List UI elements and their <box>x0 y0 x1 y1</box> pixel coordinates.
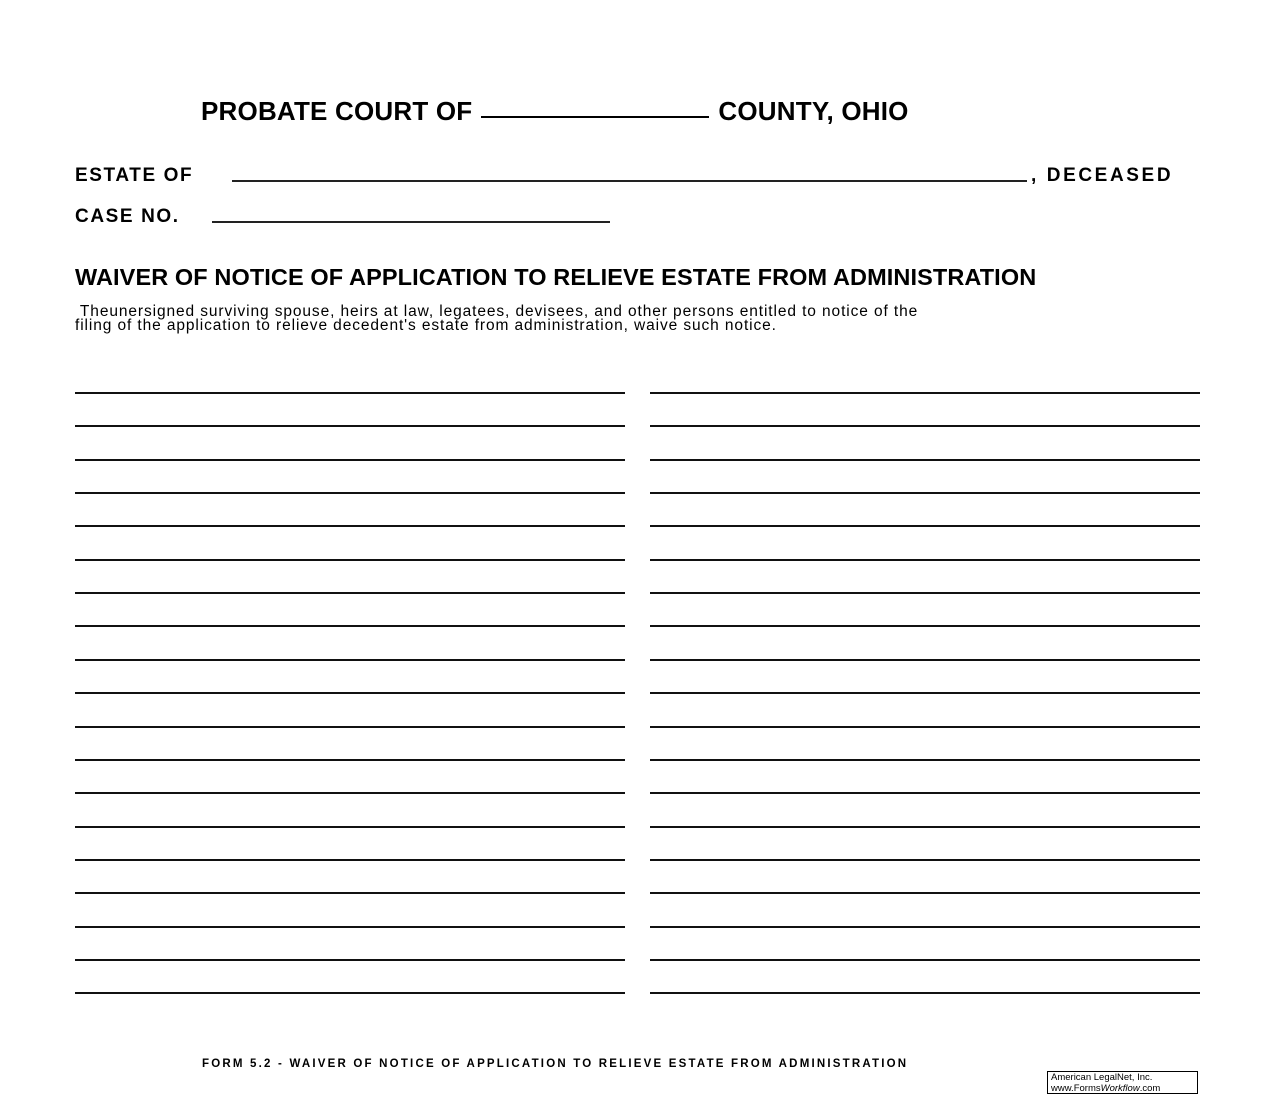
signature-line-right-3[interactable] <box>650 459 1200 461</box>
vendor-name: American LegalNet, Inc. <box>1051 1072 1153 1083</box>
signature-line-left-9[interactable] <box>75 659 625 661</box>
signature-line-left-13[interactable] <box>75 792 625 794</box>
signature-line-right-18[interactable] <box>650 959 1200 961</box>
signature-line-left-11[interactable] <box>75 726 625 728</box>
case-number-label: CASE NO. <box>75 206 180 227</box>
deceased-label: , DECEASED <box>1031 165 1174 186</box>
waiver-statement-line-2: filing of the application to relieve decedent's estate from administration, waive such notice. <box>75 317 777 334</box>
signature-line-left-14[interactable] <box>75 826 625 828</box>
signature-line-right-16[interactable] <box>650 892 1200 894</box>
signature-line-left-7[interactable] <box>75 592 625 594</box>
vendor-badge <box>1047 1071 1198 1094</box>
signature-line-left-1[interactable] <box>75 392 625 394</box>
estate-label: ESTATE OF <box>75 165 194 186</box>
vendor-url: www.FormsWorkflow.com <box>1051 1082 1161 1094</box>
footer-form-title: FORM 5.2 - WAIVER OF NOTICE OF APPLICATION TO RELIEVE ESTATE FROM ADMINISTRATION <box>202 1058 909 1070</box>
case-number-field[interactable] <box>212 221 610 223</box>
signature-line-right-9[interactable] <box>650 659 1200 661</box>
signature-line-right-6[interactable] <box>650 559 1200 561</box>
signature-line-right-19[interactable] <box>650 992 1200 994</box>
signature-line-left-3[interactable] <box>75 459 625 461</box>
signature-line-right-7[interactable] <box>650 592 1200 594</box>
signature-line-right-14[interactable] <box>650 826 1200 828</box>
signature-line-left-18[interactable] <box>75 959 625 961</box>
estate-name-field[interactable] <box>232 180 1027 182</box>
signature-line-left-17[interactable] <box>75 926 625 928</box>
signature-line-right-2[interactable] <box>650 425 1200 427</box>
county-name-field[interactable] <box>481 115 709 118</box>
court-title <box>201 96 909 127</box>
signature-line-right-1[interactable] <box>650 392 1200 394</box>
signature-line-left-8[interactable] <box>75 625 625 627</box>
signature-line-left-12[interactable] <box>75 759 625 761</box>
signature-line-left-2[interactable] <box>75 425 625 427</box>
form-heading: WAIVER OF NOTICE OF APPLICATION TO RELIEVE ESTATE FROM ADMINISTRATION <box>75 264 1037 290</box>
waiver-statement-line-1: Theunersigned surviving spouse, heirs at law, legatees, devisees, and other persons entitled to notice of the <box>75 303 919 320</box>
signature-line-right-10[interactable] <box>650 692 1200 694</box>
signature-line-right-4[interactable] <box>650 492 1200 494</box>
signature-line-left-6[interactable] <box>75 559 625 561</box>
signature-line-left-10[interactable] <box>75 692 625 694</box>
signature-line-right-5[interactable] <box>650 525 1200 527</box>
signature-line-right-17[interactable] <box>650 926 1200 928</box>
signature-line-left-15[interactable] <box>75 859 625 861</box>
signature-line-right-13[interactable] <box>650 792 1200 794</box>
signature-line-left-5[interactable] <box>75 525 625 527</box>
signature-line-left-4[interactable] <box>75 492 625 494</box>
signature-line-right-12[interactable] <box>650 759 1200 761</box>
signature-line-right-11[interactable] <box>650 726 1200 728</box>
waiver-statement <box>75 305 1205 333</box>
signature-line-left-19[interactable] <box>75 992 625 994</box>
signature-line-left-16[interactable] <box>75 892 625 894</box>
signature-line-right-15[interactable] <box>650 859 1200 861</box>
court-suffix: COUNTY, OHIO <box>718 96 909 126</box>
signature-line-right-8[interactable] <box>650 625 1200 627</box>
court-prefix: PROBATE COURT OF <box>201 96 473 126</box>
